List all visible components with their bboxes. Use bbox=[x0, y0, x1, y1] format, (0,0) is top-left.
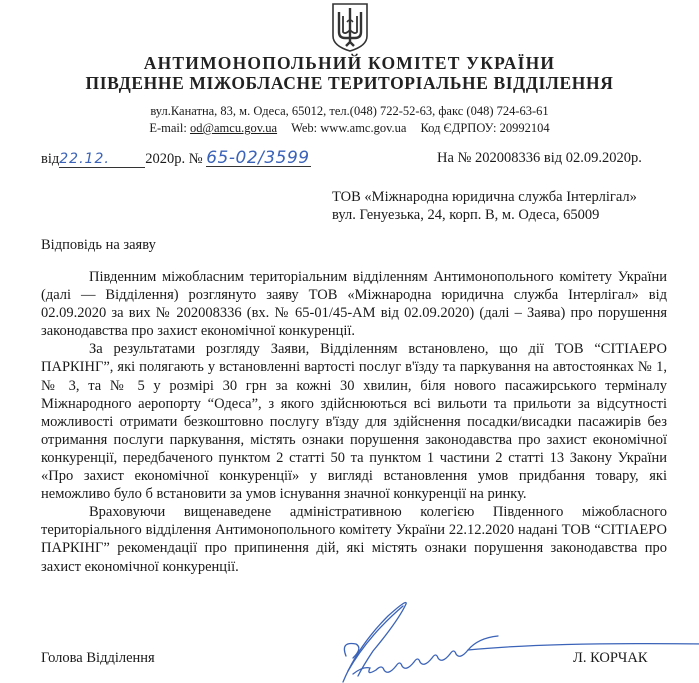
tryzub-emblem-icon bbox=[331, 2, 369, 52]
outgoing-reference bbox=[41, 150, 311, 168]
web-label: Web: bbox=[291, 121, 321, 135]
handwritten-signature-icon bbox=[318, 596, 699, 683]
email-link[interactable]: od@amcu.gov.ua bbox=[189, 121, 278, 135]
handwritten-date: 22.12. bbox=[59, 151, 145, 168]
body-paragraph: Враховуючи вищенаведене адміністративною колегією Південного міжобласного територіального відділення Антимонопольного комітету України 22.12.2020 надані ТОВ “СІТІАЕРО ПАРКІНГ” рекомендації про припинення дій, які містять ознаки порушення законодавства про захист економічної конкуренції. bbox=[41, 504, 667, 575]
address-line: вул.Канатна, 83, м. Одеса, 65012, тел.(048) 722-52-63, факс (048) 724-63-61 bbox=[150, 104, 549, 118]
handwritten-outgoing-number: 65-02/3599 bbox=[206, 148, 310, 168]
signatory-position: Голова Відділення bbox=[41, 650, 155, 666]
email-label: E-mail: bbox=[149, 121, 190, 135]
edrpou-label: Код ЄДРПОУ: bbox=[420, 121, 500, 135]
incoming-reference: На № 202008336 від 02.09.2020р. bbox=[437, 150, 642, 166]
from-label: від bbox=[41, 151, 60, 167]
letter-subject: Відповідь на заяву bbox=[41, 237, 156, 253]
edrpou-code: 20992104 bbox=[499, 121, 550, 135]
letter-body bbox=[41, 268, 667, 576]
addressee-address: вул. Генуезька, 24, корп. В, м. Одеса, 65009 bbox=[332, 207, 600, 223]
addressee-company: ТОВ «Міжнародна юридична служба Інтерлігал» bbox=[332, 189, 637, 205]
year-number-label: 2020р. № bbox=[145, 151, 203, 167]
addressee-block bbox=[332, 188, 637, 224]
web-link[interactable]: www.amc.gov.ua bbox=[320, 121, 407, 135]
body-paragraph: За результатами розгляду Заяви, Відділенням встановлено, що дії ТОВ “СІТІАЕРО ПАРКІНГ”, які полягають у встановленні вартості послуг в'їзду та паркування на автостоянках № 1, № 3, та № 5 у розмірі 30 грн за кожні 30 хвилин, біля нового пасажирського терміналу Міжнародного аеропорту “Одеса”, з якого здійснюються всі вильоти та прильоти за відсутності можливості отримати безкоштовно послугу в'їзду для здійснення посадки/висадки пасажирів без отримання послуги паркування, містять ознаки порушення законодавства про захист економічної конкуренції, передбаченого пунктом 2 статті 50 та пунктом 1 частини 2 статті 13 Закону України «Про захист економічної конкуренції» у вигляді встановлення умов придбання товару, які неможливо було б встановити за умов існування значної конкуренції на ринку. bbox=[41, 341, 667, 503]
signatory-name: Л. КОРЧАК bbox=[573, 650, 648, 666]
organization-title: АНТИМОНОПОЛЬНИЙ КОМІТЕТ УКРАЇНИ bbox=[143, 53, 556, 73]
contact-block bbox=[0, 103, 699, 137]
body-paragraph: Південним міжобласним територіальним відділенням Антимонопольного комітету України (далі — Відділення) розглянуто заяву ТОВ «Міжнародна юридична служба Інтерлігал» від 02.09.2020 за вих № 202008336 (вх. № 65-01/45-АМ від 02.09.2020) (далі – Заява) про порушення законодавства про захист економічної конкуренції. bbox=[41, 269, 667, 340]
department-title: ПІВДЕННЕ МІЖОБЛАСНЕ ТЕРИТОРІАЛЬНЕ ВІДДІЛЕННЯ bbox=[85, 73, 614, 93]
contact-line bbox=[0, 120, 699, 137]
